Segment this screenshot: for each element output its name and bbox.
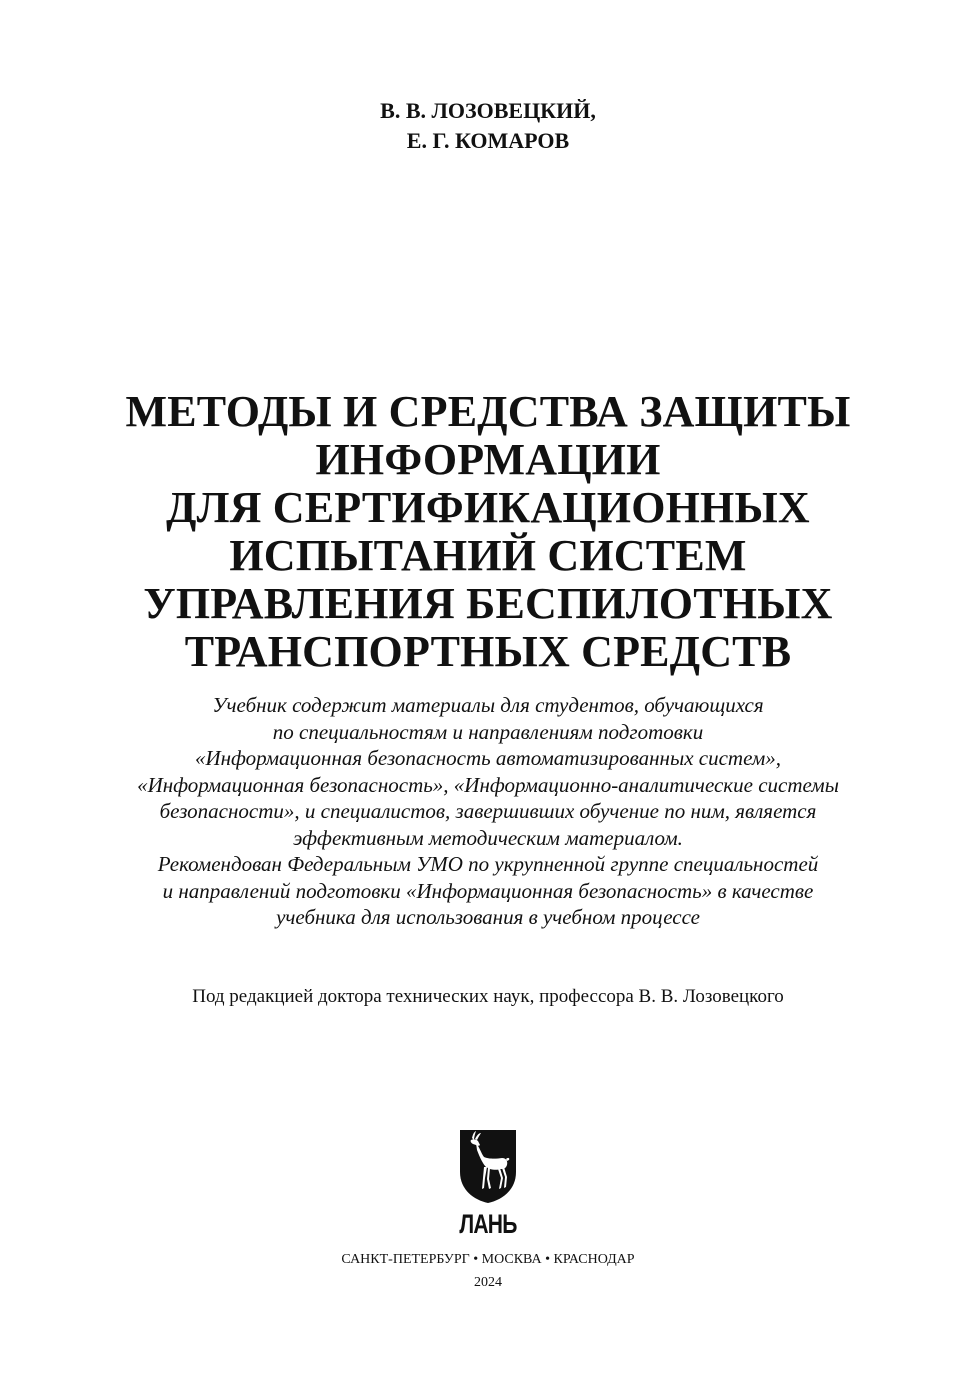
annotation-line: «Информационная безопасность», «Информационно-аналитические системы [137,772,839,797]
title-line: МЕТОДЫ И СРЕДСТВА ЗАЩИТЫ [125,387,851,436]
publisher-logo-text: ЛАНЬ [459,1209,517,1239]
authors-block [0,96,976,156]
book-title [0,388,976,676]
publication-year: 2024 [474,1275,502,1290]
title-line: ТРАНСПОРТНЫХ СРЕДСТВ [184,627,792,676]
annotation-line: «Информационная безопасность автоматизированных систем», [194,746,782,770]
editor-line: Под редакцией доктора технических наук, профессора В. В. Лозовецкого [192,986,784,1007]
annotation-block [0,692,976,931]
annotation-line: Рекомендован Федеральным УМО по укрупненной группе специальностей [157,852,819,876]
annotation-line: эффективным методическим материалом. [293,825,683,850]
title-line: УПРАВЛЕНИЯ БЕСПИЛОТНЫХ [143,579,833,628]
title-line: ДЛЯ СЕРТИФИКАЦИОННЫХ [166,483,810,532]
annotation-line: по специальностям и направлениям подготовки [272,719,704,744]
annotation-line: и направлений подготовки «Информационная безопасность» в качестве [162,878,814,903]
author-name: Е. Г. КОМАРОВ [406,128,570,153]
deer-shield-icon [458,1128,518,1204]
publisher-cities: САНКТ-ПЕТЕРБУРГ • МОСКВА • КРАСНОДАР [341,1252,635,1267]
annotation-line: учебника для использования в учебном процессе [276,905,700,929]
annotation-line: Учебник содержит материалы для студентов, обучающихся [212,693,764,717]
title-line: ИСПЫТАНИЙ СИСТЕМ [229,531,747,580]
title-line: ИНФОРМАЦИИ [315,435,661,484]
annotation-line: безопасности», и специалистов, завершивших обучение по ним, является [159,799,817,823]
author-name: В. В. ЛОЗОВЕЦКИЙ, [380,98,596,123]
